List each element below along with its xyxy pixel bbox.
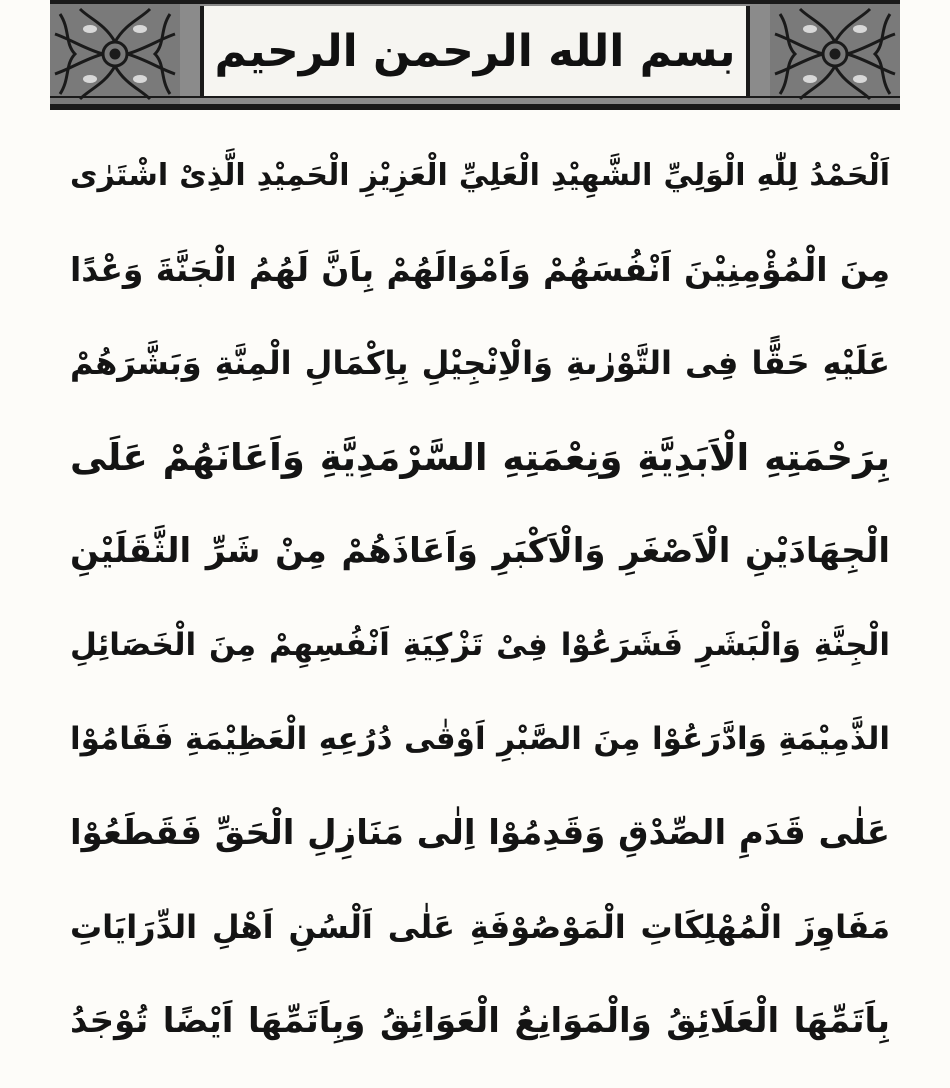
text-line-content: مِنَ الْمُؤْمِنِيْنَ اَنْفُسَهُمْ وَاَمْوَالَهُمْ بِاَنَّ لَهُمُ الْجَنَّةَ وَعْدًا: [70, 249, 890, 289]
text-line-content: اَلْحَمْدُ لِلّٰهِ الْوَلِيِّ الشَّهِيْدِ الْعَلِيِّ الْعَزِيْزِ الْحَمِيْدِ الَّذِیْ اشْتَرٰی: [70, 157, 890, 193]
text-line-content: بِرَحْمَتِهِ الْاَبَدِيَّةِ وَنِعْمَتِهِ السَّرْمَدِيَّةِ وَاَعَانَهُمْ عَلَى: [70, 435, 890, 479]
bismillah-title: بسم الله الرحمن الرحيم: [214, 25, 736, 77]
text-line-content: عَلٰی قَدَمِ الصِّدْقِ وَقَدِمُوْا اِلٰی مَنَازِلِ الْحَقِّ فَقَطَعُوْا: [70, 813, 890, 853]
text-line-content: بِاَتَمِّهَا الْعَلَائِقُ وَالْمَوَانِعُ الْعَوَائِقُ وَبِاَتَمِّهَا اَيْضًا تُوْجَدُ: [70, 1001, 890, 1041]
header-bottom-rule: [50, 96, 900, 98]
text-line: [70, 128, 890, 222]
text-line: [70, 692, 890, 786]
floral-ornament-icon: [770, 4, 900, 104]
floral-ornament-icon: [50, 4, 180, 104]
text-line-content: الْجِنَّةِ وَالْبَشَرِ فَشَرَعُوْا فِیْ تَزْكِيَةِ اَنْفُسِهِمْ مِنَ الْخَصَائِلِ: [70, 627, 890, 663]
arabic-text-block: [70, 128, 890, 1078]
text-line: [70, 974, 890, 1068]
text-line: [70, 880, 890, 974]
text-line: [70, 786, 890, 880]
text-line-content: الْجِهَادَيْنِ الْاَصْغَرِ وَالْاَكْبَرِ وَاَعَاذَهُمْ مِنْ شَرِّ الثَّقَلَيْنِ: [70, 531, 890, 571]
text-line: [70, 222, 890, 316]
text-line: [70, 598, 890, 692]
text-line-content: مَفَاوِزَ الْمُهْلِكَاتِ الْمَوْصُوْفَةِ عَلٰی اَلْسُنِ اَهْلِ الدِّرَايَاتِ: [70, 908, 890, 946]
text-line: [70, 504, 890, 598]
text-line: [70, 316, 890, 410]
text-line-content: الذَّمِيْمَةِ وَادَّرَعُوْا مِنَ الصَّبْرِ اَوْقٰی دُرُعِهِ الْعَظِيْمَةِ فَقَامُوْا: [70, 721, 890, 757]
header-title-panel: [200, 6, 750, 96]
text-line: [70, 410, 890, 504]
header-band: [50, 0, 900, 110]
text-line-content: عَلَيْهِ حَقًّا فِی التَّوْرٰىةِ وَالْاِنْجِيْلِ بِاِكْمَالِ الْمِنَّةِ وَبَشَّرَهُمْ: [70, 344, 890, 382]
